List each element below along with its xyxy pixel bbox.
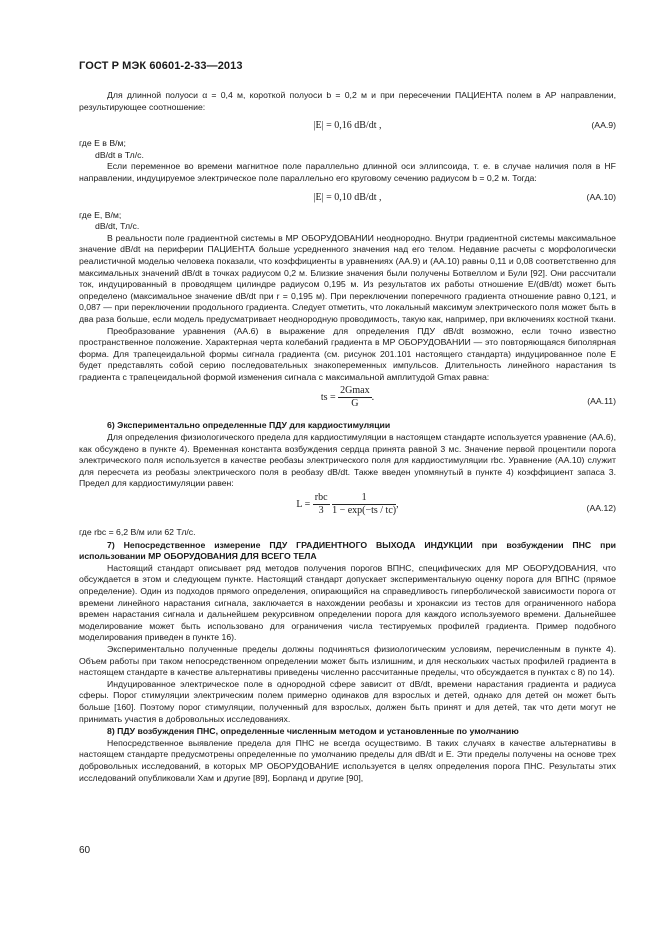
equation-formula: |E| = 0,16 dB/dt , (313, 120, 382, 132)
fraction-numerator: 2Gmax (340, 385, 370, 397)
document-header: ГОСТ Р МЭК 60601-2-33—2013 (79, 60, 243, 72)
paragraph: В реальности поле градиентной системы в МР ОБОРУДОВАНИИ неоднородно. Внутри градиентной системы максимальное значение dB/dt на периферии ПАЦИЕНТА больше усредненного значения над его телом. Недавние расчеты с морфологически реалистичной моделью человека показали, что коэффициенты в уравнениях (AA.9) и (AA.10) равны 0,11 и 0,08 соответственно для максимальных значений dB/dt в точках радиусом 0,2 м. Близкие значения были получены Ботвеллом и Були [92]. Они рассчитали ток, индуцированный в проводящем цилиндре радиусом 0,195 м. Из результатов их работы отношение E/(dB/dt) может быть определено (максимальное значение dB/dt при r = 0,195 м). При переключении поперечного градиента отношение равно 0,121, и 0,087 — при переключении продольного градиента. Следует отметить, что локальный максимум электрического поля может быть в два раза больше, если модель предусматривает неоднородную проводимость, такую как, например, при включениях костной ткани. (79, 232, 616, 324)
equation-tail: . (371, 392, 375, 404)
paragraph: Для длинной полуоси α = 0,4 м, короткой полуоси b = 0,2 м и при пересечении ПАЦИЕНТА полем в АР направлении, результирующее соотношение: (79, 90, 616, 112)
paragraph: Если переменное во времени магнитное поле параллельно длинной оси эллипсоида, т. е. в случае наличия поля в HF направлении, индуцируемое электрическое поле параллельно его круговому сечению радиусом b = 0,2 м. Тогда: (79, 161, 616, 183)
equation-formula: |E| = 0,10 dB/dt , (313, 191, 382, 203)
page-number: 60 (79, 845, 91, 856)
fraction (332, 492, 396, 517)
section-heading: 7) Непосредственное измерение ПДУ ГРАДИЕНТНОГО ВЫХОДА ИНДУКЦИИ при возбуждении ПНС при использовании МР ОБОРУДОВАНИЯ ДЛЯ ВСЕГО ТЕЛА (79, 539, 616, 562)
paragraph: Индуцированное электрическое поле в однородной сфере зависит от dB/dt, времени нарастания градиента и радиуса сферы. Порог стимуляции электрическим полем примерно одинаков для взрослых и детей, однако для детей он может быть больше [160]. Поэтому порог стимуляции, полученный для взрослых, должен быть принят и для детей, так что дети могут не принимать участия в добровольных исследованиях. (79, 678, 616, 724)
where-line: где E, В/м; (79, 209, 122, 220)
equation-number: (AA.10) (586, 191, 616, 202)
paragraph: Экспериментально полученные пределы должны подчиняться физиологическим условиям, перечисленным в пункте 4). Объем работы при таком непосредственном определении может быть излишним, и для нескольких частых профилей градиента в настоящем стандарте в качестве альтернативы приведены численно рассчитанные пределы, что обсуждается в пунктах c 8) по 14). (79, 643, 616, 678)
equation-lhs: ts = (320, 392, 336, 404)
document-body (79, 90, 616, 784)
section-heading: 8) ПДУ возбуждения ПНС, определенные численным методом и установленные по умолчанию (107, 726, 519, 737)
fraction-denominator: 3 (318, 505, 324, 517)
fraction-denominator: G (351, 398, 359, 410)
equation-number: (AA.11) (587, 396, 616, 407)
paragraph: Непосредственное выявление предела для ПНС не всегда осуществимо. В таких случаях в качестве альтернативы в настоящем стандарте предусмотрены определенные по умолчанию пределы для dB/dt и E. Эти пределы получены на основе трех добровольных исследований, в которых МР ОБОРУДОВАНИЕ используется в целях определения порога ПНС. Результаты этих исследований опубликовали Хам и другие [89], Борланд и другие [90], (79, 737, 616, 783)
equation-lhs: L = (296, 498, 311, 510)
equation-aa12 (79, 492, 616, 526)
equation-aa11 (79, 385, 616, 419)
equation-tail: , (396, 498, 399, 510)
fraction (313, 492, 330, 517)
fraction-numerator: rbc (314, 492, 328, 504)
fraction-numerator: 1 (332, 492, 396, 505)
fraction (338, 385, 371, 410)
where-line: где E в В/м; (79, 138, 126, 149)
where-line: dB/dt, Тл/с. (95, 221, 140, 232)
equation-aa10 (79, 187, 616, 209)
equation-formula (79, 492, 616, 517)
section-heading: 6) Экспериментально определенные ПДУ для кардиостимуляции (107, 420, 391, 431)
equation-number: (AA.12) (586, 503, 616, 514)
paragraph: Для определения физиологического предела для кардиостимуляции в настоящем стандарте используется уравнение (AA.6), как обсуждено в пункте 4). Временная константа возбуждения сердца принята равной 3 мс. Значение первой процентили порога электрического поля используется в качестве реобазы электрического поля для кардиостимуляции rbc. Уравнение (AA.10) служит для пересчета из реобазы электрического поля в реобазу dB/dt. Также введен упомянутый в пункте 4) коэффициент запаса 3. Предел для кардиостимуляции равен: (79, 432, 616, 489)
equation-formula (79, 385, 616, 410)
paragraph: Преобразование уравнения (AA.6) в выражение для определения ПДУ dB/dt возможно, если точно известно пространственное положение. Характерная черта колебаний градиента в МР ОБОРУДОВАНИИ — это повторяющаяся биполярная форма. Для трапецеидальной формы сигнала градиента (см. рисунок 201.101 настоящего стандарта) индуцированное поле E будет представлять собой серию последовательных знакопеременных импульсов. Длительность линейного нарастания ts градиента с трапецеидальной формой изменения сигнала с максимальной амплитудой Gmax равна: (79, 325, 616, 382)
where-line: где rbc = 6,2 В/м или 62 Тл/с. (79, 527, 196, 538)
equation-number: (AA.9) (591, 120, 616, 131)
equation-aa9 (79, 115, 616, 137)
paragraph: Настоящий стандарт описывает ряд методов получения порогов ВПНС, специфических для МР ОБОРУДОВАНИЯ, что обсуждается в этом и следующем пункте. Настоящий стандарт допускает экспериментальную оценку порога для ВПНС (прямое определение). Один из подходов прямого определения, опирающийся на справедливость гиперболической зависимости порога от времени линейного нарастания сигнала, заключается в нахождении реобазы и хронаксии из тестов для ограниченного набора времен нарастания сигнала и дальнейшем рекурсивном определении порога для каждого используемого времени. Дальнейшее моделирование может быть использовано для ограничения числа тестируемых профилей градиента. Пример подобного моделирования приведен в пункте 16). (79, 562, 616, 643)
fraction-denominator: 1 − exp(−ts / tc) (332, 505, 397, 517)
where-line: dB/dt в Тл/с. (95, 149, 144, 160)
